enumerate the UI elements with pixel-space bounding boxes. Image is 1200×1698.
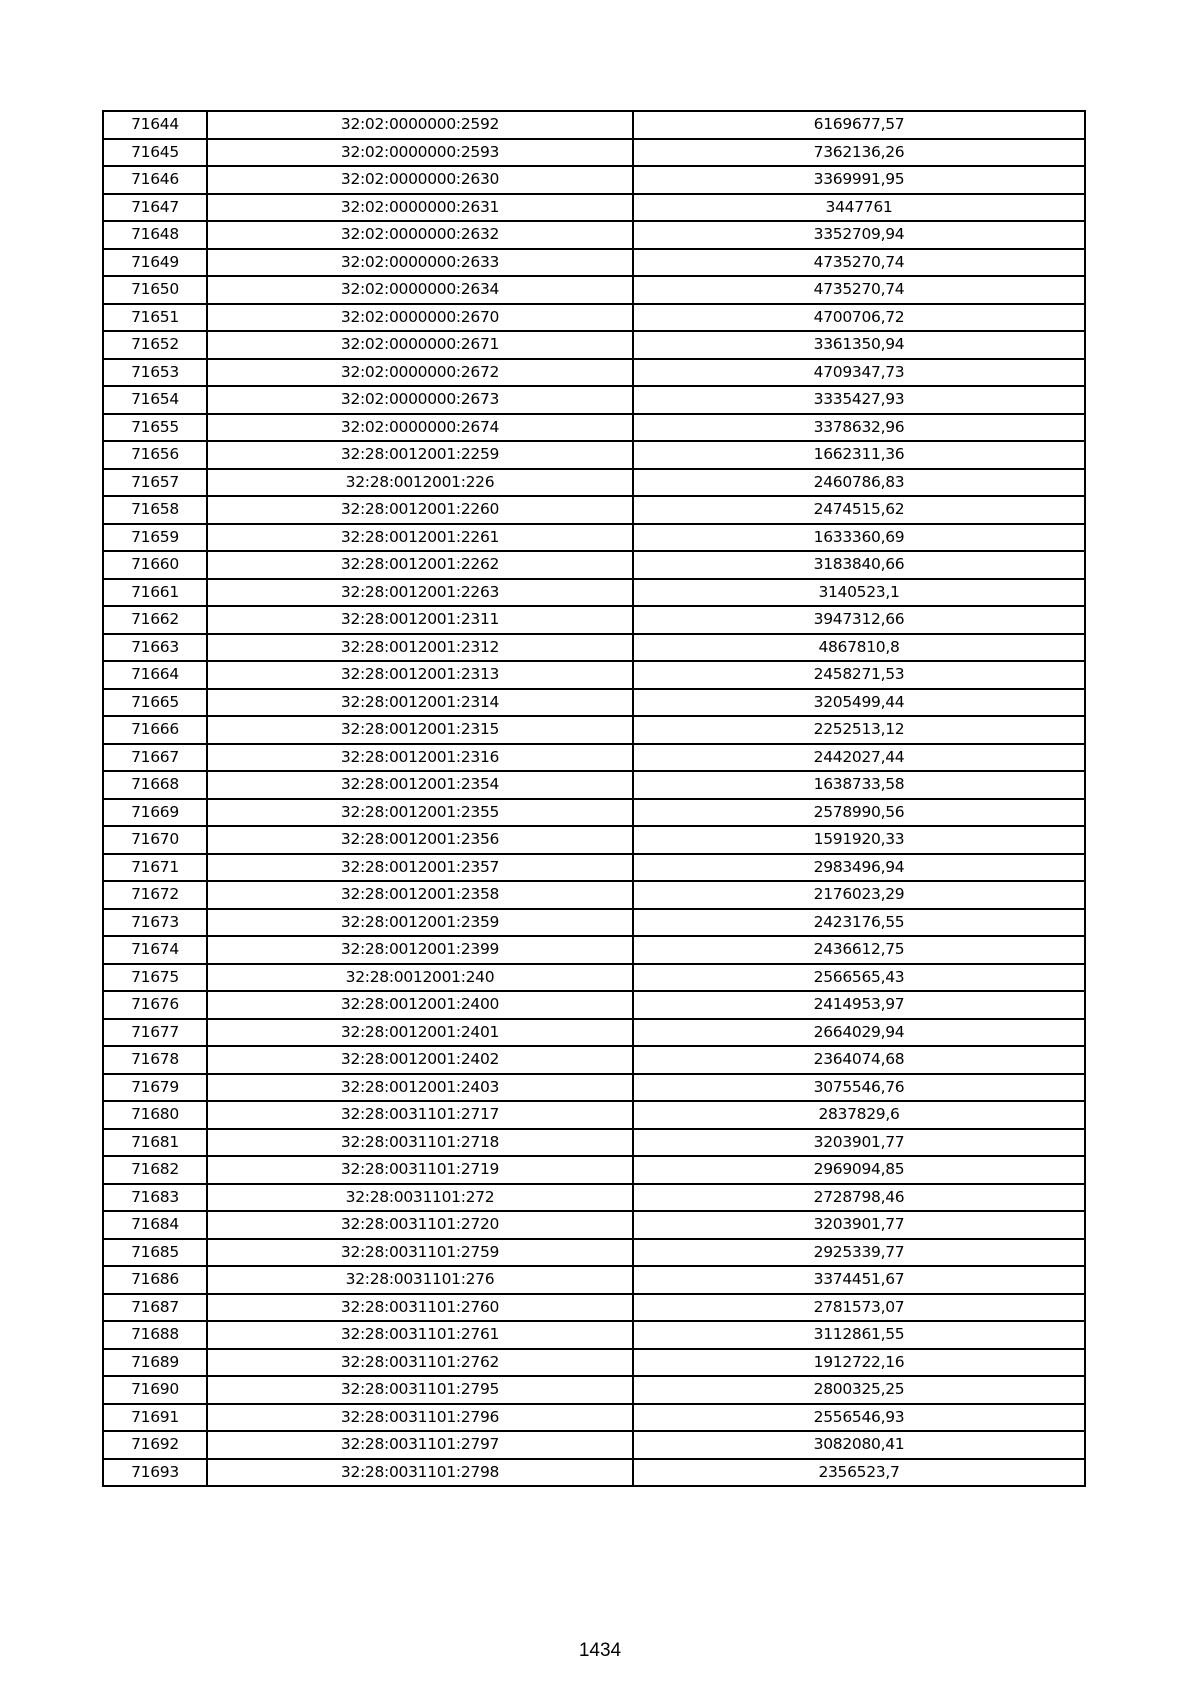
cadastral-value-cell: 2414953,97 bbox=[633, 991, 1085, 1019]
table-row bbox=[103, 1046, 1085, 1074]
cadastral-number-cell: 32:28:0031101:2796 bbox=[207, 1404, 633, 1432]
table-row bbox=[103, 524, 1085, 552]
cadastral-number-cell: 32:28:0012001:2261 bbox=[207, 524, 633, 552]
row-number-cell: 71673 bbox=[103, 909, 207, 937]
row-number-cell: 71661 bbox=[103, 579, 207, 607]
cadastral-number-cell: 32:28:0031101:2719 bbox=[207, 1156, 633, 1184]
row-number-cell: 71684 bbox=[103, 1211, 207, 1239]
row-number-cell: 71691 bbox=[103, 1404, 207, 1432]
table-row bbox=[103, 744, 1085, 772]
cadastral-number-cell: 32:02:0000000:2631 bbox=[207, 194, 633, 222]
cadastral-value-cell: 4735270,74 bbox=[633, 249, 1085, 277]
cadastral-number-cell: 32:28:0012001:240 bbox=[207, 964, 633, 992]
cadastral-number-cell: 32:28:0012001:2311 bbox=[207, 606, 633, 634]
row-number-cell: 71646 bbox=[103, 166, 207, 194]
row-number-cell: 71680 bbox=[103, 1101, 207, 1129]
table-row bbox=[103, 1266, 1085, 1294]
table-row bbox=[103, 111, 1085, 139]
cadastral-number-cell: 32:28:0031101:2717 bbox=[207, 1101, 633, 1129]
cadastral-number-cell: 32:28:0012001:2312 bbox=[207, 634, 633, 662]
cadastral-number-cell: 32:28:0012001:2357 bbox=[207, 854, 633, 882]
cadastral-value-cell: 2728798,46 bbox=[633, 1184, 1085, 1212]
table-row bbox=[103, 496, 1085, 524]
cadastral-value-cell: 2364074,68 bbox=[633, 1046, 1085, 1074]
cadastral-value-cell: 2556546,93 bbox=[633, 1404, 1085, 1432]
table-row bbox=[103, 166, 1085, 194]
cadastral-number-cell: 32:28:0012001:2354 bbox=[207, 771, 633, 799]
cadastral-number-cell: 32:28:0012001:2260 bbox=[207, 496, 633, 524]
cadastral-value-cell: 3447761 bbox=[633, 194, 1085, 222]
table-row bbox=[103, 276, 1085, 304]
row-number-cell: 71649 bbox=[103, 249, 207, 277]
cadastral-number-cell: 32:28:0012001:2403 bbox=[207, 1074, 633, 1102]
table-row bbox=[103, 771, 1085, 799]
table-row bbox=[103, 304, 1085, 332]
row-number-cell: 71687 bbox=[103, 1294, 207, 1322]
table-row bbox=[103, 936, 1085, 964]
cadastral-value-cell: 2176023,29 bbox=[633, 881, 1085, 909]
table-row bbox=[103, 909, 1085, 937]
table-row bbox=[103, 1404, 1085, 1432]
table-row bbox=[103, 826, 1085, 854]
cadastral-value-cell: 1662311,36 bbox=[633, 441, 1085, 469]
table-row bbox=[103, 359, 1085, 387]
cadastral-value-cell: 3112861,55 bbox=[633, 1321, 1085, 1349]
cadastral-value-cell: 2800325,25 bbox=[633, 1376, 1085, 1404]
cadastral-value-cell: 3335427,93 bbox=[633, 386, 1085, 414]
cadastral-number-cell: 32:28:0012001:2356 bbox=[207, 826, 633, 854]
row-number-cell: 71677 bbox=[103, 1019, 207, 1047]
cadastral-value-cell: 1591920,33 bbox=[633, 826, 1085, 854]
table-row bbox=[103, 139, 1085, 167]
cadastral-number-cell: 32:28:0012001:2263 bbox=[207, 579, 633, 607]
row-number-cell: 71662 bbox=[103, 606, 207, 634]
row-number-cell: 71657 bbox=[103, 469, 207, 497]
row-number-cell: 71682 bbox=[103, 1156, 207, 1184]
cadastral-number-cell: 32:28:0012001:226 bbox=[207, 469, 633, 497]
cadastral-value-cell: 1633360,69 bbox=[633, 524, 1085, 552]
row-number-cell: 71644 bbox=[103, 111, 207, 139]
cadastral-number-cell: 32:02:0000000:2633 bbox=[207, 249, 633, 277]
row-number-cell: 71667 bbox=[103, 744, 207, 772]
cadastral-number-cell: 32:28:0031101:2718 bbox=[207, 1129, 633, 1157]
row-number-cell: 71650 bbox=[103, 276, 207, 304]
row-number-cell: 71645 bbox=[103, 139, 207, 167]
cadastral-number-cell: 32:28:0031101:272 bbox=[207, 1184, 633, 1212]
table-row bbox=[103, 221, 1085, 249]
table-row bbox=[103, 1321, 1085, 1349]
cadastral-number-cell: 32:28:0012001:2399 bbox=[207, 936, 633, 964]
cadastral-value-cell: 2458271,53 bbox=[633, 661, 1085, 689]
page-number: 1434 bbox=[578, 1640, 622, 1661]
table-row bbox=[103, 1294, 1085, 1322]
cadastral-number-cell: 32:28:0012001:2355 bbox=[207, 799, 633, 827]
cadastral-number-cell: 32:28:0012001:2401 bbox=[207, 1019, 633, 1047]
cadastral-number-cell: 32:02:0000000:2593 bbox=[207, 139, 633, 167]
table-row bbox=[103, 1239, 1085, 1267]
table-row bbox=[103, 1184, 1085, 1212]
cadastral-number-cell: 32:28:0031101:2760 bbox=[207, 1294, 633, 1322]
table-row bbox=[103, 194, 1085, 222]
cadastral-value-cell: 3369991,95 bbox=[633, 166, 1085, 194]
table-row bbox=[103, 606, 1085, 634]
table-row bbox=[103, 799, 1085, 827]
row-number-cell: 71647 bbox=[103, 194, 207, 222]
row-number-cell: 71655 bbox=[103, 414, 207, 442]
cadastral-value-cell: 2460786,83 bbox=[633, 469, 1085, 497]
cadastral-value-cell: 4709347,73 bbox=[633, 359, 1085, 387]
cadastral-value-cell: 3140523,1 bbox=[633, 579, 1085, 607]
cadastral-number-cell: 32:28:0012001:2314 bbox=[207, 689, 633, 717]
cadastral-number-cell: 32:28:0031101:2761 bbox=[207, 1321, 633, 1349]
table-row bbox=[103, 386, 1085, 414]
table-row bbox=[103, 1349, 1085, 1377]
row-number-cell: 71675 bbox=[103, 964, 207, 992]
cadastral-value-cell: 7362136,26 bbox=[633, 139, 1085, 167]
row-number-cell: 71665 bbox=[103, 689, 207, 717]
row-number-cell: 71676 bbox=[103, 991, 207, 1019]
row-number-cell: 71671 bbox=[103, 854, 207, 882]
cadastral-value-cell: 2436612,75 bbox=[633, 936, 1085, 964]
table-row bbox=[103, 1019, 1085, 1047]
table-row bbox=[103, 854, 1085, 882]
row-number-cell: 71660 bbox=[103, 551, 207, 579]
cadastral-value-cell: 3082080,41 bbox=[633, 1431, 1085, 1459]
table-row bbox=[103, 881, 1085, 909]
table-row bbox=[103, 441, 1085, 469]
cadastral-number-cell: 32:28:0012001:2400 bbox=[207, 991, 633, 1019]
cadastral-value-cell: 2442027,44 bbox=[633, 744, 1085, 772]
table-row bbox=[103, 551, 1085, 579]
table-row bbox=[103, 1074, 1085, 1102]
cadastral-number-cell: 32:02:0000000:2674 bbox=[207, 414, 633, 442]
row-number-cell: 71683 bbox=[103, 1184, 207, 1212]
table-row bbox=[103, 414, 1085, 442]
table-row bbox=[103, 634, 1085, 662]
cadastral-number-cell: 32:28:0012001:2316 bbox=[207, 744, 633, 772]
cadastral-value-cell: 3203901,77 bbox=[633, 1129, 1085, 1157]
row-number-cell: 71663 bbox=[103, 634, 207, 662]
cadastral-value-cell: 1912722,16 bbox=[633, 1349, 1085, 1377]
row-number-cell: 71674 bbox=[103, 936, 207, 964]
table-row bbox=[103, 689, 1085, 717]
row-number-cell: 71689 bbox=[103, 1349, 207, 1377]
cadastral-number-cell: 32:02:0000000:2671 bbox=[207, 331, 633, 359]
cadastral-value-cell: 2969094,85 bbox=[633, 1156, 1085, 1184]
cadastral-number-cell: 32:28:0012001:2402 bbox=[207, 1046, 633, 1074]
cadastral-value-cell: 3352709,94 bbox=[633, 221, 1085, 249]
cadastral-number-cell: 32:28:0012001:2315 bbox=[207, 716, 633, 744]
table-row bbox=[103, 1376, 1085, 1404]
cadastral-number-cell: 32:28:0012001:2259 bbox=[207, 441, 633, 469]
cadastral-value-cell: 2252513,12 bbox=[633, 716, 1085, 744]
cadastral-number-cell: 32:28:0031101:2795 bbox=[207, 1376, 633, 1404]
cadastral-value-cell: 4700706,72 bbox=[633, 304, 1085, 332]
cadastral-value-cell: 3203901,77 bbox=[633, 1211, 1085, 1239]
cadastral-number-cell: 32:28:0012001:2359 bbox=[207, 909, 633, 937]
cadastral-value-cell: 2578990,56 bbox=[633, 799, 1085, 827]
row-number-cell: 71656 bbox=[103, 441, 207, 469]
cadastral-value-cell: 3075546,76 bbox=[633, 1074, 1085, 1102]
cadastral-number-cell: 32:02:0000000:2632 bbox=[207, 221, 633, 249]
table-row bbox=[103, 661, 1085, 689]
table-row bbox=[103, 579, 1085, 607]
table-row bbox=[103, 991, 1085, 1019]
row-number-cell: 71681 bbox=[103, 1129, 207, 1157]
row-number-cell: 71679 bbox=[103, 1074, 207, 1102]
table-row bbox=[103, 1459, 1085, 1487]
table-row bbox=[103, 469, 1085, 497]
cadastral-number-cell: 32:02:0000000:2634 bbox=[207, 276, 633, 304]
cadastral-value-cell: 2837829,6 bbox=[633, 1101, 1085, 1129]
row-number-cell: 71666 bbox=[103, 716, 207, 744]
cadastral-number-cell: 32:28:0031101:2798 bbox=[207, 1459, 633, 1487]
cadastral-number-cell: 32:28:0012001:2262 bbox=[207, 551, 633, 579]
row-number-cell: 71653 bbox=[103, 359, 207, 387]
cadastral-value-cell: 4735270,74 bbox=[633, 276, 1085, 304]
cadastral-value-cell: 3205499,44 bbox=[633, 689, 1085, 717]
cadastral-value-cell: 6169677,57 bbox=[633, 111, 1085, 139]
cadastral-number-cell: 32:02:0000000:2630 bbox=[207, 166, 633, 194]
cadastral-value-cell: 4867810,8 bbox=[633, 634, 1085, 662]
row-number-cell: 71658 bbox=[103, 496, 207, 524]
table-row bbox=[103, 1211, 1085, 1239]
cadastral-value-cell: 2781573,07 bbox=[633, 1294, 1085, 1322]
cadastral-number-cell: 32:28:0031101:2762 bbox=[207, 1349, 633, 1377]
row-number-cell: 71690 bbox=[103, 1376, 207, 1404]
cadastral-number-cell: 32:28:0012001:2313 bbox=[207, 661, 633, 689]
cadastral-value-cell: 2983496,94 bbox=[633, 854, 1085, 882]
cadastral-value-cell: 2925339,77 bbox=[633, 1239, 1085, 1267]
cadastral-number-cell: 32:28:0031101:276 bbox=[207, 1266, 633, 1294]
table-row bbox=[103, 1156, 1085, 1184]
cadastral-value-cell: 3374451,67 bbox=[633, 1266, 1085, 1294]
row-number-cell: 71648 bbox=[103, 221, 207, 249]
table-row bbox=[103, 1101, 1085, 1129]
cadastral-number-cell: 32:28:0031101:2759 bbox=[207, 1239, 633, 1267]
table-body bbox=[103, 111, 1085, 1486]
table-row bbox=[103, 964, 1085, 992]
row-number-cell: 71678 bbox=[103, 1046, 207, 1074]
row-number-cell: 71668 bbox=[103, 771, 207, 799]
row-number-cell: 71652 bbox=[103, 331, 207, 359]
cadastral-number-cell: 32:02:0000000:2670 bbox=[207, 304, 633, 332]
table-row bbox=[103, 716, 1085, 744]
table-row bbox=[103, 249, 1085, 277]
cadastral-value-cell: 2423176,55 bbox=[633, 909, 1085, 937]
row-number-cell: 71693 bbox=[103, 1459, 207, 1487]
cadastral-value-cell: 2664029,94 bbox=[633, 1019, 1085, 1047]
row-number-cell: 71659 bbox=[103, 524, 207, 552]
cadastral-value-cell: 3361350,94 bbox=[633, 331, 1085, 359]
row-number-cell: 71672 bbox=[103, 881, 207, 909]
cadastral-value-table bbox=[102, 110, 1086, 1487]
cadastral-number-cell: 32:28:0012001:2358 bbox=[207, 881, 633, 909]
cadastral-value-cell: 1638733,58 bbox=[633, 771, 1085, 799]
cadastral-value-cell: 3183840,66 bbox=[633, 551, 1085, 579]
cadastral-number-cell: 32:02:0000000:2592 bbox=[207, 111, 633, 139]
cadastral-value-cell: 2356523,7 bbox=[633, 1459, 1085, 1487]
table-row bbox=[103, 1431, 1085, 1459]
cadastral-number-cell: 32:02:0000000:2672 bbox=[207, 359, 633, 387]
row-number-cell: 71654 bbox=[103, 386, 207, 414]
row-number-cell: 71664 bbox=[103, 661, 207, 689]
cadastral-value-cell: 3947312,66 bbox=[633, 606, 1085, 634]
cadastral-number-cell: 32:28:0031101:2797 bbox=[207, 1431, 633, 1459]
row-number-cell: 71688 bbox=[103, 1321, 207, 1349]
row-number-cell: 71685 bbox=[103, 1239, 207, 1267]
cadastral-number-cell: 32:02:0000000:2673 bbox=[207, 386, 633, 414]
row-number-cell: 71669 bbox=[103, 799, 207, 827]
cadastral-value-cell: 2566565,43 bbox=[633, 964, 1085, 992]
cadastral-number-cell: 32:28:0031101:2720 bbox=[207, 1211, 633, 1239]
table-row bbox=[103, 1129, 1085, 1157]
row-number-cell: 71651 bbox=[103, 304, 207, 332]
row-number-cell: 71670 bbox=[103, 826, 207, 854]
cadastral-value-cell: 3378632,96 bbox=[633, 414, 1085, 442]
table-row bbox=[103, 331, 1085, 359]
row-number-cell: 71692 bbox=[103, 1431, 207, 1459]
row-number-cell: 71686 bbox=[103, 1266, 207, 1294]
cadastral-value-cell: 2474515,62 bbox=[633, 496, 1085, 524]
